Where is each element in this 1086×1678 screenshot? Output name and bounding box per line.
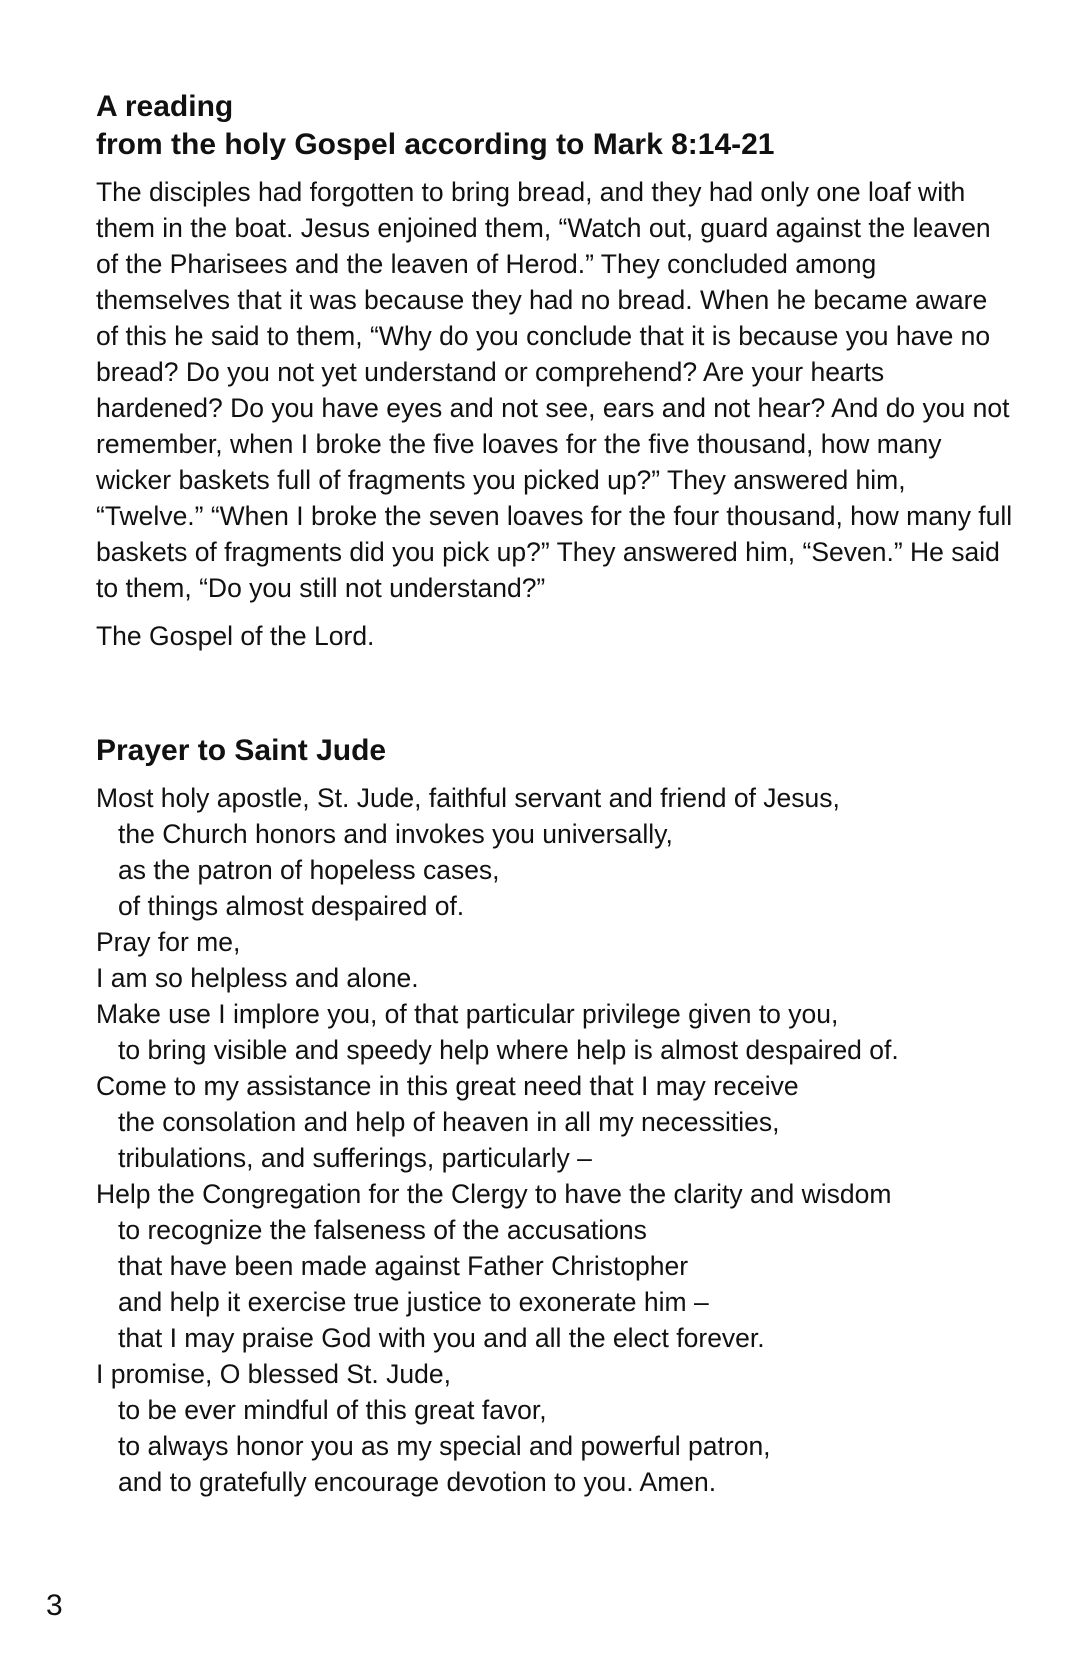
prayer-line: I promise, O blessed St. Jude, <box>96 1359 451 1389</box>
prayer-line: Most holy apostle, St. Jude, faithful servant and friend of Jesus, <box>96 783 840 813</box>
prayer-line: and help it exercise true justice to exonerate him – <box>118 1287 709 1317</box>
prayer-line: to recognize the falseness of the accusations <box>118 1215 647 1245</box>
prayer-line: Help the Congregation for the Clergy to have the clarity and wisdom <box>96 1179 892 1209</box>
prayer-line: to always honor you as my special and powerful patron, <box>118 1431 771 1461</box>
page-content <box>96 88 1036 1500</box>
reading-heading-line-1: A reading <box>96 90 234 123</box>
prayer-line: Make use I implore you, of that particular privilege given to you, <box>96 999 839 1029</box>
prayer-line: and to gratefully encourage devotion to you. Amen. <box>118 1467 717 1497</box>
prayer-line: Come to my assistance in this great need that I may receive <box>96 1071 799 1101</box>
prayer-body <box>96 780 1036 1500</box>
reading-heading-line-2: from the holy Gospel according to Mark 8:14-21 <box>96 128 775 161</box>
prayer-line: to be ever mindful of this great favor, <box>118 1395 547 1425</box>
prayer-line: that have been made against Father Christopher <box>118 1251 689 1281</box>
prayer-line: the Church honors and invokes you universally, <box>118 819 673 849</box>
reading-body: The disciples had forgotten to bring bread, and they had only one loaf with them in the boat. Jesus enjoined them, “Watch out, guard against the leaven of the Pharisees and the leaven of Herod.” They concluded among themselves that it was because they had no bread. When he became aware of this he said to them, “Why do you conclude that it is because you have no bread? Do you not yet understand or comprehend? Are your hearts hardened? Do you have eyes and not see, ears and not hear? And do you not remember, when I broke the five loaves for the five thousand, how many wicker baskets full of fragments you picked up?” They answered him, “Twelve.” “When I broke the seven loaves for the four thousand, how many full baskets of fragments did you pick up?” They answered him, “Seven.” He said to them, “Do you still not understand?” <box>96 177 1013 603</box>
page-number: 3 <box>46 1589 63 1622</box>
reading-closing: The Gospel of the Lord. <box>96 621 375 651</box>
prayer-line: the consolation and help of heaven in all my necessities, <box>118 1107 780 1137</box>
prayer-line: Pray for me, <box>96 927 241 957</box>
prayer-line: as the patron of hopeless cases, <box>118 855 500 885</box>
prayer-line: of things almost despaired of. <box>118 891 465 921</box>
prayer-line: tribulations, and sufferings, particularly – <box>118 1143 592 1173</box>
prayer-line: to bring visible and speedy help where help is almost despaired of. <box>118 1035 899 1065</box>
reading-heading <box>96 88 1036 164</box>
prayer-line: I am so helpless and alone. <box>96 963 419 993</box>
prayer-line: that I may praise God with you and all the elect forever. <box>118 1323 765 1353</box>
prayer-title: Prayer to Saint Jude <box>96 734 387 767</box>
